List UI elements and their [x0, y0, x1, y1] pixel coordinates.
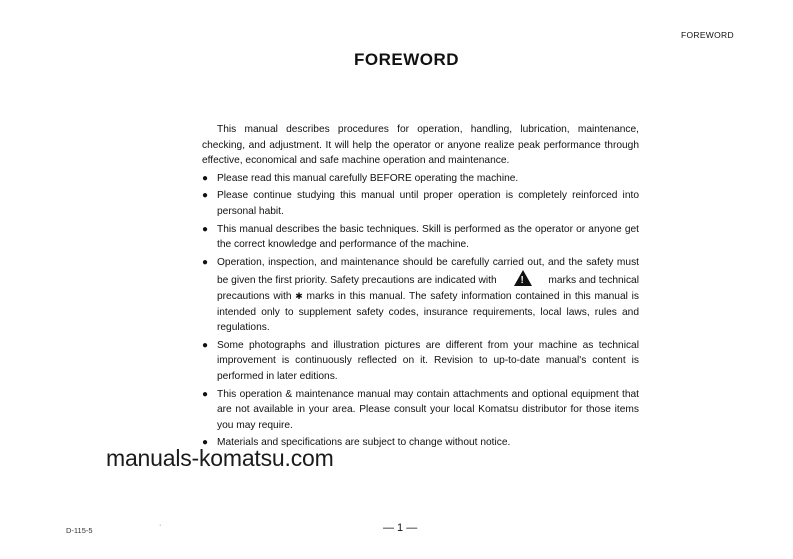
bullet-icon: ● — [202, 339, 209, 351]
list-item — [202, 387, 639, 434]
list-item — [202, 188, 639, 219]
list-item-text: marks in this manual. The safety information contained in this manual is intended only to supplement safety codes, insurance requirements, local laws, rules and regulations. — [217, 290, 639, 334]
list-item — [202, 255, 639, 336]
page-number: — 1 — — [383, 522, 418, 534]
running-header: FOREWORD — [681, 30, 734, 40]
bullet-icon: ● — [202, 388, 209, 400]
list-item-text: Materials and specifications are subject to change without notice. — [217, 437, 511, 449]
list-item-text: This manual describes the basic techniques. Skill is performed as the operator or anyone get the correct knowledge and performance of the machine. — [217, 223, 639, 251]
bullet-icon: ● — [202, 437, 209, 449]
warning-triangle-icon — [514, 270, 532, 286]
list-item-text: Operation, inspection, and maintenance should be carefully carried out, and the safety must be given the first priority. Safety precautions are indicated with — [217, 256, 639, 287]
list-item — [202, 222, 639, 253]
list-item-text: Some photographs and illustration pictures are different from your machine as technical improvement is continuously reflected on it. Revision to up-to-date manual's content is performed in later editions. — [217, 339, 639, 382]
list-item-text: Please read this manual carefully BEFORE operating the machine. — [217, 172, 519, 184]
bullet-icon: ● — [202, 172, 209, 184]
page-title: FOREWORD — [353, 50, 460, 69]
list-item-text: This operation & maintenance manual may contain attachments and optional equipment that are not available in your area. Please consult your local Komatsu distributor for those items you may require. — [217, 388, 639, 431]
list-item — [202, 338, 639, 385]
foreword-body — [202, 122, 639, 453]
list-item-text: Please continue studying this manual until proper operation is completely reinforced into personal habit. — [217, 190, 639, 217]
bullet-icon: ● — [202, 190, 209, 202]
footer-mark: · — [159, 522, 162, 529]
intro-paragraph: This manual describes procedures for operation, handling, lubrication, maintenance, checking, and adjustment. It will help the operator or anyone realize peak performance through effective, economical and safe machine operation and maintenance. — [202, 124, 639, 167]
asterisk-icon: ✱ — [295, 290, 303, 301]
bullet-list — [202, 171, 639, 451]
bullet-icon: ● — [202, 256, 209, 268]
bullet-icon: ● — [202, 223, 209, 235]
watermark: manuals-komatsu.com — [106, 445, 334, 471]
list-item-text: marks and technical precautions with — [217, 275, 639, 302]
list-item — [202, 171, 639, 187]
document-code: D-115-5 — [66, 526, 93, 535]
